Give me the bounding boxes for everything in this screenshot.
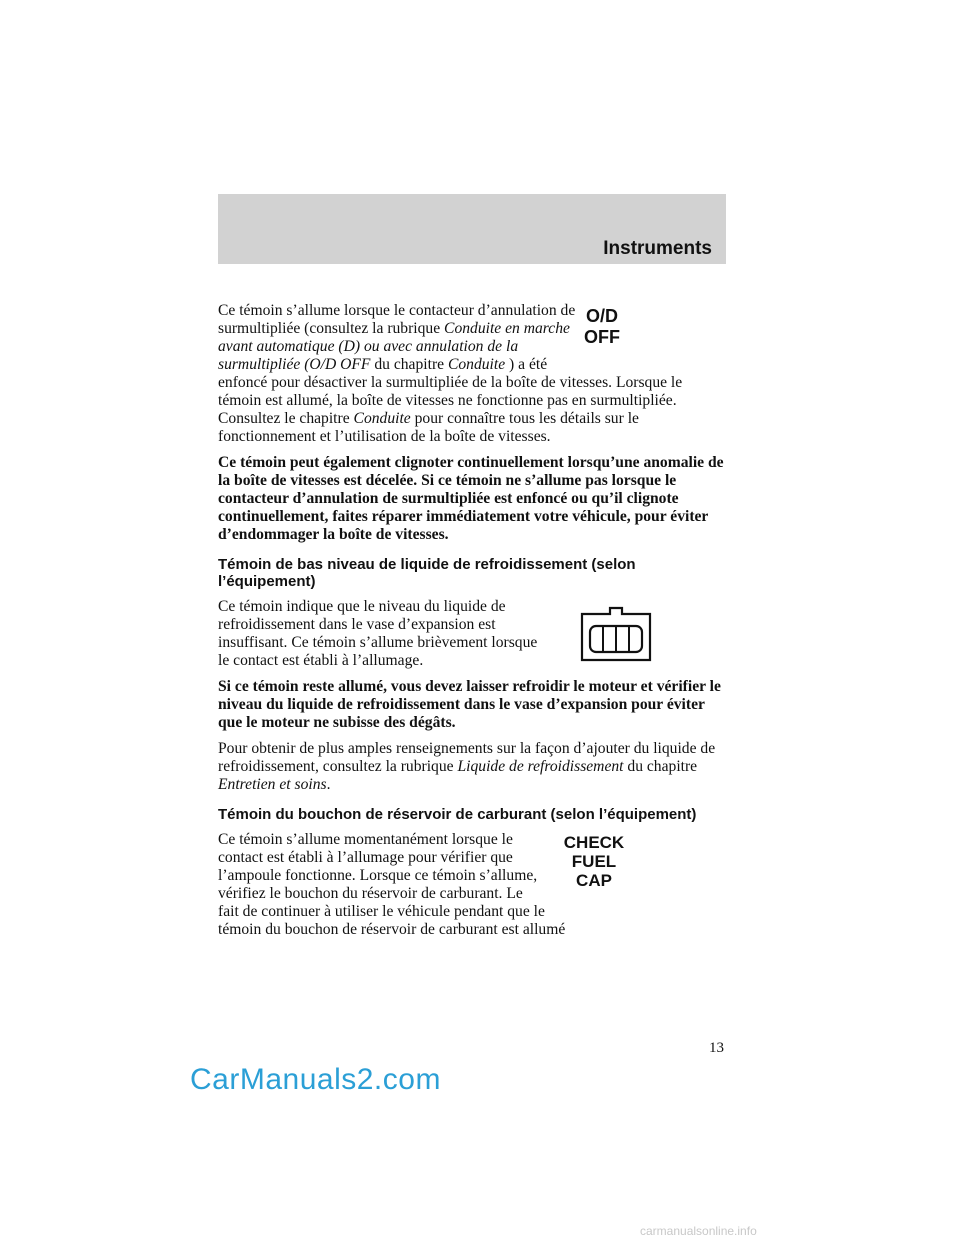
section-title: Instruments <box>603 238 712 259</box>
section-fuel-cap <box>218 831 726 939</box>
section-heading-coolant: Témoin de bas niveau de liquide de refroidissement (selon l’équipement) <box>218 556 636 590</box>
watermark-logo[interactable]: CarManuals2.com <box>190 1063 441 1096</box>
od-icon-line: O/D <box>585 306 618 326</box>
fuel-cap-description: Ce témoin s’allume momentanément lorsque le contact est établi à l’allumage pour vérifier que l’ampoule fonctionne. Lorsque ce témoin s’allume, vérifiez le bouchon du réservoir de carburant. Le fait de continuer à utiliser le véhicule pendant que le témoin du bouchon de réservoir de carburant est allumé <box>218 831 566 938</box>
coolant-more-info: Pour obtenir de plus amples renseignements sur la façon d’ajouter du liquide de refroidissement, consultez la rubrique Liquide de refroidissement du chapitre Entretien et soins. <box>218 740 716 793</box>
fuel-cap-icon-line: CHECK <box>563 833 625 852</box>
fuel-cap-icon-line: CAP <box>576 871 612 890</box>
section-heading-fuel-cap: Témoin du bouchon de réservoir de carburant (selon l’équipement) <box>218 806 697 823</box>
check-fuel-cap-icon <box>554 833 634 890</box>
overdrive-warning-paragraph: Ce témoin peut également clignoter continuellement lorsqu’une anomalie de la boîte de vitesses est décelée. Si ce témoin ne s’allume pas lorsque le contacteur d’annulation de surmultipliée est enfoncé ou qu’il clignote continuellement, faites réparer immédiatement votre véhicule, pour éviter d’endommager la boîte de vitesses. <box>218 454 724 543</box>
page-number: 13 <box>709 1040 724 1056</box>
overdrive-paragraph: Ce témoin s’allume lorsque le contacteur d’annulation de surmultipliée (consultez la rubrique Conduite en marche avant automatique (D) ou avec annulation de la surmultipliée (O/D OFF du chapitre Conduite ) a été enfoncé pour désactiver la surmultipliée de la boîte de vitesses. Lorsque le témoin est allumé, la boîte de vitesses ne fonctionne pas en surmultipliée. Consultez le chapitre Conduite pour connaître tous les détails sur le fonctionnement et l’utilisation de la boîte de vitesses. Ce témoin peut également clignoter continuellement lorsqu’une anomalie de la boîte de vitesses est décelée. Si ce témoin ne s’allume pas lorsque le contacteur d’annulation de surmultipliée est enfoncé ou qu’il clignote continuellement, faites réparer immédiatement votre véhicule, pour éviter d’endommager la boîte de vitesses. Témoin de bas niveau de liquide de refroidissement (selon l’équipement) Ce témoin indique que le niveau du liquide de refroidissement dans le vase d’expansion est insuffisant. Ce témoin s’allume brièvement lorsque le contact est établi à l’allumage. Si ce témoin reste allumé, vous devez laisser refroidir le moteur et vérifier le niveau du liquide de refroidissement dans le vase d’expansion pour éviter que le moteur ne subisse des dégâts. Pour obtenir de plus amples renseignements sur la façon d’ajouter du liquide de refroidissement, consultez la rubrique Liquide de refroidissement du chapitre Entretien et soins. Témoin du bouchon de réservoir de carburant (selon l’équipement) CHECK FUEL CAP Ce témoin s’allume momentanément lorsque le contact est établi à l’allumage pour vérifier que l’ampoule fonctionne. Lorsque ce témoin s’allume, vérifiez le bouchon du réservoir de carburant. Le fait de continuer à utiliser le véhicule pendant que le témoin du bouchon de réservoir de carburant est allumé <box>218 302 726 947</box>
section-header-band <box>218 194 726 264</box>
coolant-description: Ce témoin indique que le niveau du liquide de refroidissement dans le vase d’expansion est insuffisant. Ce témoin s’allume brièvement lorsque le contact est établi à l’allumage. <box>218 598 538 669</box>
footer-watermark: carmanualsonline.info <box>640 1224 757 1238</box>
od-off-icon <box>572 306 632 348</box>
off-icon-line: OFF <box>584 327 620 347</box>
coolant-warning-paragraph: Si ce témoin reste allumé, vous devez laisser refroidir le moteur et vérifier le niveau du liquide de refroidissement dans le vase d’expansion pour éviter que le moteur ne subisse des dégâts. <box>218 678 721 731</box>
coolant-level-icon <box>576 600 656 664</box>
section-coolant <box>218 598 726 670</box>
fuel-cap-icon-line: FUEL <box>571 852 617 871</box>
